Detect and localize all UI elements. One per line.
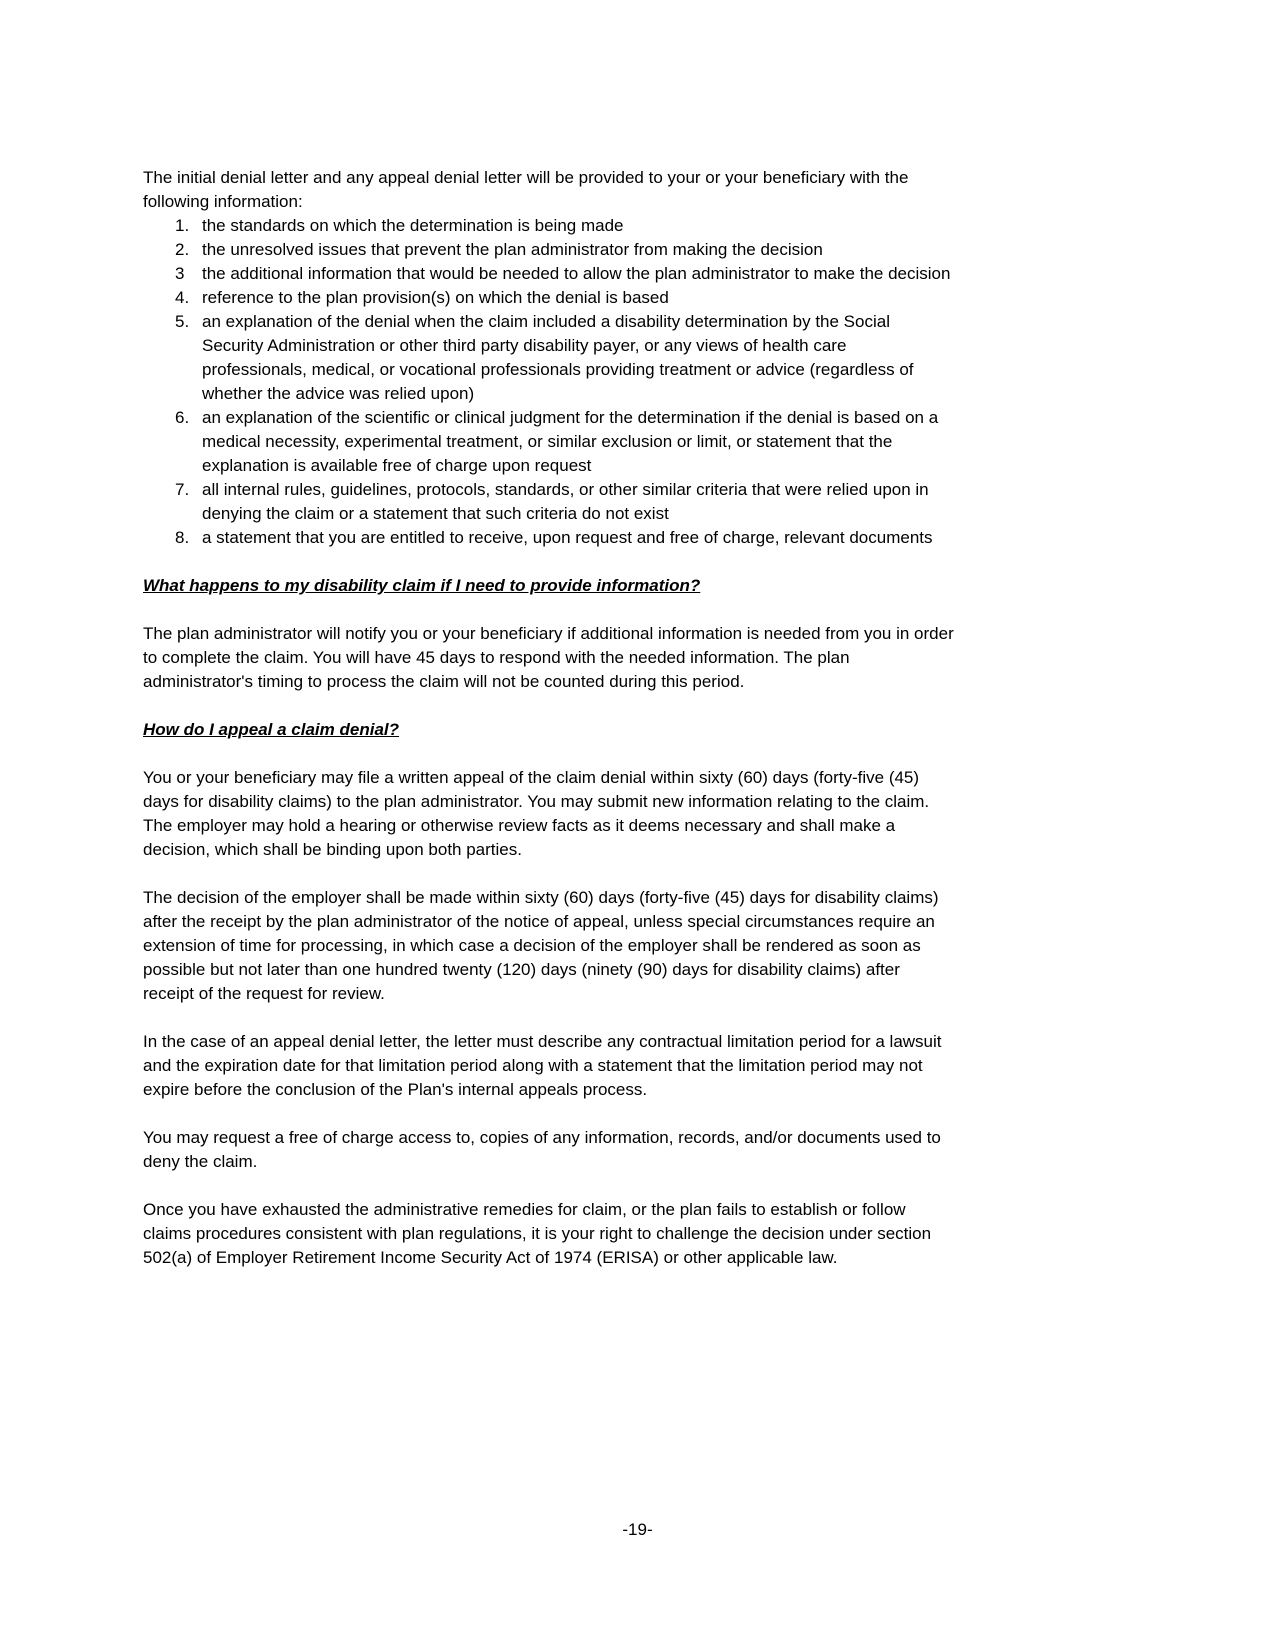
paragraph-line: days for disability claims) to the plan administrator. You may submit new information relating to the claim. — [143, 792, 930, 811]
paragraph-line: administrator's timing to process the claim will not be counted during this period. — [143, 672, 745, 691]
list-item-text — [202, 286, 1133, 310]
paragraph-line: after the receipt by the plan administrator of the notice of appeal, unless special circumstances require an — [143, 912, 935, 931]
paragraph-line: You or your beneficiary may file a written appeal of the claim denial within sixty (60) days (forty-five (45) — [143, 768, 920, 787]
list-item — [143, 214, 1133, 238]
body-paragraph — [143, 766, 1133, 862]
paragraph-line: You may request a free of charge access to, copies of any information, records, and/or documents used to — [143, 1128, 941, 1147]
list-item — [143, 286, 1133, 310]
body-paragraph — [143, 886, 1133, 1006]
body-paragraph — [143, 1126, 1133, 1174]
paragraph-line: reference to the plan provision(s) on which the denial is based — [202, 288, 669, 307]
list-item-text — [202, 406, 1133, 478]
section-heading-appeal-claim-denial: How do I appeal a claim denial? — [143, 720, 400, 739]
paragraph-line: following information: — [143, 192, 303, 211]
list-item-number: 7. — [175, 480, 190, 499]
list-item-number: 1. — [175, 216, 190, 235]
paragraph-line: 502(a) of Employer Retirement Income Security Act of 1974 (ERISA) or other applicable law. — [143, 1248, 838, 1267]
paragraph-line: all internal rules, guidelines, protocols, standards, or other similar criteria that were relied upon in — [202, 480, 929, 499]
paragraph-line: denying the claim or a statement that such criteria do not exist — [202, 504, 669, 523]
paragraph-line: professionals, medical, or vocational professionals providing treatment or advice (regardless of — [202, 360, 914, 379]
intro-paragraph — [143, 166, 1133, 214]
paragraph-line: The employer may hold a hearing or otherwise review facts as it deems necessary and shall make a — [143, 816, 896, 835]
paragraph-line: and the expiration date for that limitation period along with a statement that the limitation period may not — [143, 1056, 923, 1075]
paragraph-line: The decision of the employer shall be made within sixty (60) days (forty-five (45) days for disability claims) — [143, 888, 939, 907]
body-paragraph — [143, 622, 1133, 694]
paragraph-line: possible but not later than one hundred twenty (120) days (ninety (90) days for disability claims) after — [143, 960, 900, 979]
list-item — [143, 406, 1133, 478]
page-number: -19- — [622, 1520, 653, 1539]
paragraph-line: In the case of an appeal denial letter, the letter must describe any contractual limitation period for a lawsuit — [143, 1032, 942, 1051]
paragraph-line: Security Administration or other third party disability payer, or any views of health care — [202, 336, 847, 355]
body-paragraph — [143, 1030, 1133, 1102]
list-item-number: 4. — [175, 288, 190, 307]
list-item — [143, 310, 1133, 406]
paragraph-line: whether the advice was relied upon) — [202, 384, 475, 403]
list-item — [143, 262, 1133, 286]
paragraph-line: an explanation of the denial when the claim included a disability determination by the Social — [202, 312, 890, 331]
list-item-number: 3 — [175, 264, 185, 283]
list-item-text — [202, 478, 1133, 526]
paragraph-line: extension of time for processing, in which case a decision of the employer shall be rendered as soon as — [143, 936, 921, 955]
paragraph-line: The plan administrator will notify you or your beneficiary if additional information is needed from you in order — [143, 624, 954, 643]
list-item-number: 5. — [175, 312, 190, 331]
list-item-text — [202, 526, 1133, 550]
paragraph-line: Once you have exhausted the administrative remedies for claim, or the plan fails to establish or follow — [143, 1200, 906, 1219]
paragraph-line: medical necessity, experimental treatment, or similar exclusion or limit, or statement that the — [202, 432, 893, 451]
paragraph-line: a statement that you are entitled to receive, upon request and free of charge, relevant documents — [202, 528, 933, 547]
paragraph-line: decision, which shall be binding upon both parties. — [143, 840, 522, 859]
paragraph-line: the unresolved issues that prevent the plan administrator from making the decision — [202, 240, 823, 259]
denial-letter-info-list — [143, 214, 1133, 550]
page-content — [143, 166, 1133, 1294]
list-item-number: 6. — [175, 408, 190, 427]
paragraph-line: explanation is available free of charge upon request — [202, 456, 592, 475]
paragraph-line: deny the claim. — [143, 1152, 258, 1171]
paragraph-line: The initial denial letter and any appeal denial letter will be provided to your or your beneficiary with the — [143, 168, 909, 187]
list-item-text — [202, 262, 1133, 286]
list-item — [143, 238, 1133, 262]
body-paragraph — [143, 1198, 1133, 1270]
list-item-text — [202, 214, 1133, 238]
paragraph-line: to complete the claim. You will have 45 days to respond with the needed information. The plan — [143, 648, 850, 667]
list-item — [143, 526, 1133, 550]
list-item-number: 8. — [175, 528, 190, 547]
paragraph-line: claims procedures consistent with plan regulations, it is your right to challenge the decision under section — [143, 1224, 932, 1243]
paragraph-line: the standards on which the determination is being made — [202, 216, 624, 235]
list-item-text — [202, 310, 1133, 406]
list-item-number: 2. — [175, 240, 190, 259]
list-item — [143, 478, 1133, 526]
paragraph-line: receipt of the request for review. — [143, 984, 385, 1003]
paragraph-line: the additional information that would be needed to allow the plan administrator to make the decision — [202, 264, 951, 283]
section-heading-disability-claim-information: What happens to my disability claim if I need to provide information? — [143, 576, 701, 595]
paragraph-line: an explanation of the scientific or clinical judgment for the determination if the denial is based on a — [202, 408, 939, 427]
paragraph-line: expire before the conclusion of the Plan's internal appeals process. — [143, 1080, 648, 1099]
list-item-text — [202, 238, 1133, 262]
